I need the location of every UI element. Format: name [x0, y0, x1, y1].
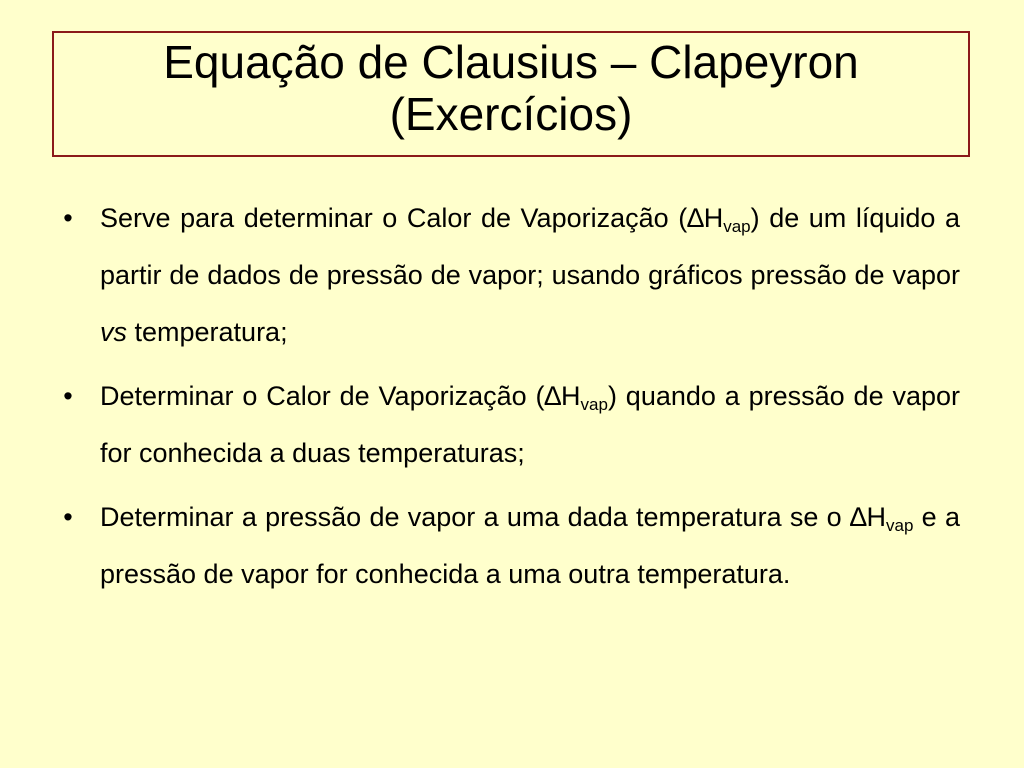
- bullet-list: [58, 190, 960, 610]
- bullet-icon: •: [63, 502, 73, 532]
- title-box: [52, 31, 970, 157]
- bullet-icon: •: [63, 381, 73, 411]
- bullet-2-text-a: Determinar o Calor de Vaporização (: [100, 381, 545, 411]
- bullet-1-text-a: Serve para determinar o Calor de Vaporização (: [100, 203, 688, 233]
- enthalpy-symbol: H: [703, 203, 724, 233]
- vap-subscript: vap: [885, 516, 914, 535]
- bullet-3-text-b: e a pressão de vapor for conhecida a uma outra temperatura.: [100, 502, 960, 589]
- page-title-line-2: (Exercícios): [389, 88, 633, 140]
- versus-italic: vs: [100, 317, 127, 347]
- bullet-item-1: [58, 190, 960, 361]
- bullet-1-text-b: ) de um líquido a partir de dados de pressão de vapor; usando gráficos pressão de vapor: [100, 203, 960, 290]
- delta-symbol: ∆: [849, 502, 867, 532]
- bullet-icon: •: [63, 203, 73, 233]
- enthalpy-symbol: H: [561, 381, 581, 411]
- bullet-2-text-b: ) quando a pressão de vapor for conhecida a duas temperaturas;: [100, 381, 960, 468]
- delta-symbol: ∆: [687, 203, 704, 233]
- delta-symbol: ∆: [544, 381, 562, 411]
- enthalpy-symbol: H: [866, 502, 886, 532]
- bullet-item-3: [58, 489, 960, 603]
- vap-subscript: vap: [723, 217, 751, 236]
- vap-subscript: vap: [580, 395, 608, 414]
- page-title-line-1: Equação de Clausius – Clapeyron: [163, 36, 859, 88]
- bullet-3-text-a: Determinar a pressão de vapor a uma dada temperatura se o: [100, 502, 850, 532]
- bullet-item-2: [58, 368, 960, 482]
- bullet-1-text-c: temperatura;: [127, 317, 288, 347]
